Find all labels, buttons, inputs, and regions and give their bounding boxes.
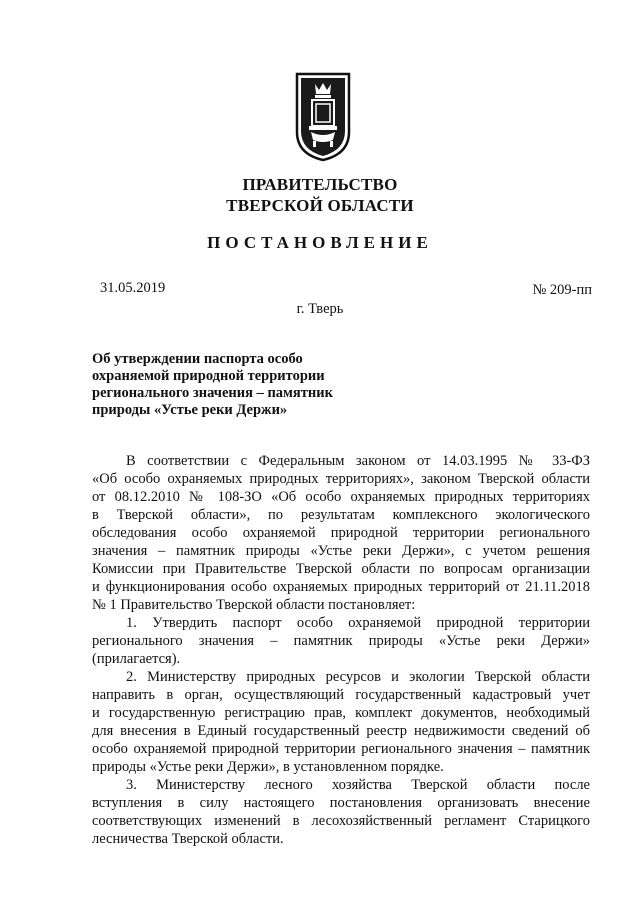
coat-of-arms-icon: [293, 70, 353, 162]
body-line: в Тверской области», по результатам комплексного экологического: [92, 507, 590, 523]
document-type: ПОСТАНОВЛЕНИЕ: [207, 233, 433, 252]
body-line: «Об особо охраняемых природных территориях», законом Тверской области: [92, 471, 590, 487]
subject-line: Об утверждении паспорта особо: [92, 351, 303, 367]
org-name-line1: ПРАВИТЕЛЬСТВО: [242, 175, 398, 194]
body-line: лесничества Тверской области.: [92, 831, 284, 847]
body-line: особо охраняемой природной территории регионального значения – памятник: [92, 741, 590, 757]
body-line: для внесения в Единый государственный реестр недвижимости сведений об: [92, 723, 590, 739]
body-line: и функционирования особо охраняемых природных территорий от 21.11.2018: [92, 579, 590, 595]
org-name-line2: ТВЕРСКОЙ ОБЛАСТИ: [226, 196, 414, 215]
body-line: 1. Утвердить паспорт особо охраняемой природной территории: [126, 615, 590, 631]
document-number: № 209-пп: [532, 282, 592, 298]
body-line: обследования особо охраняемой природной территории регионального: [92, 525, 590, 541]
body-line: № 1 Правительство Тверской области постановляет:: [92, 597, 416, 613]
subject-line: охраняемой природной территории: [92, 368, 325, 384]
body-line: значения – памятник природы «Устье реки Держи», с учетом решения: [92, 543, 590, 559]
subject-line: природы «Устье реки Держи»: [92, 402, 288, 418]
document-city: г. Тверь: [296, 301, 344, 317]
body-line: направить в орган, осуществляющий государственный кадастровый учет: [92, 687, 590, 703]
body-line: Комиссии при Правительстве Тверской области по вопросам организации: [92, 561, 590, 577]
document-body: [92, 452, 590, 848]
body-line: природы «Устье реки Держи», в установленном порядке.: [92, 759, 444, 775]
body-line: регионального значения – памятник природы «Устье реки Держи»: [92, 633, 590, 649]
document-subject: [92, 351, 372, 419]
body-line: и государственную регистрацию прав, комплект документов, необходимый: [92, 705, 590, 721]
body-line: от 08.12.2010 № 108-ЗО «Об особо охраняемых природных территориях: [92, 489, 590, 505]
body-line: вступления в силу настоящего постановления организовать внесение: [92, 795, 590, 811]
document-date: 31.05.2019: [100, 280, 166, 296]
body-line: 3. Министерству лесного хозяйства Тверской области после: [126, 777, 590, 793]
body-line: В соответствии с Федеральным законом от 14.03.1995 № 33-ФЗ: [126, 453, 590, 469]
body-line: соответствующих изменений в лесохозяйственный регламент Старицкого: [92, 813, 590, 829]
body-line: (прилагается).: [92, 651, 181, 667]
body-line: 2. Министерству природных ресурсов и экологии Тверской области: [126, 669, 590, 685]
subject-line: регионального значения – памятник: [92, 385, 333, 401]
